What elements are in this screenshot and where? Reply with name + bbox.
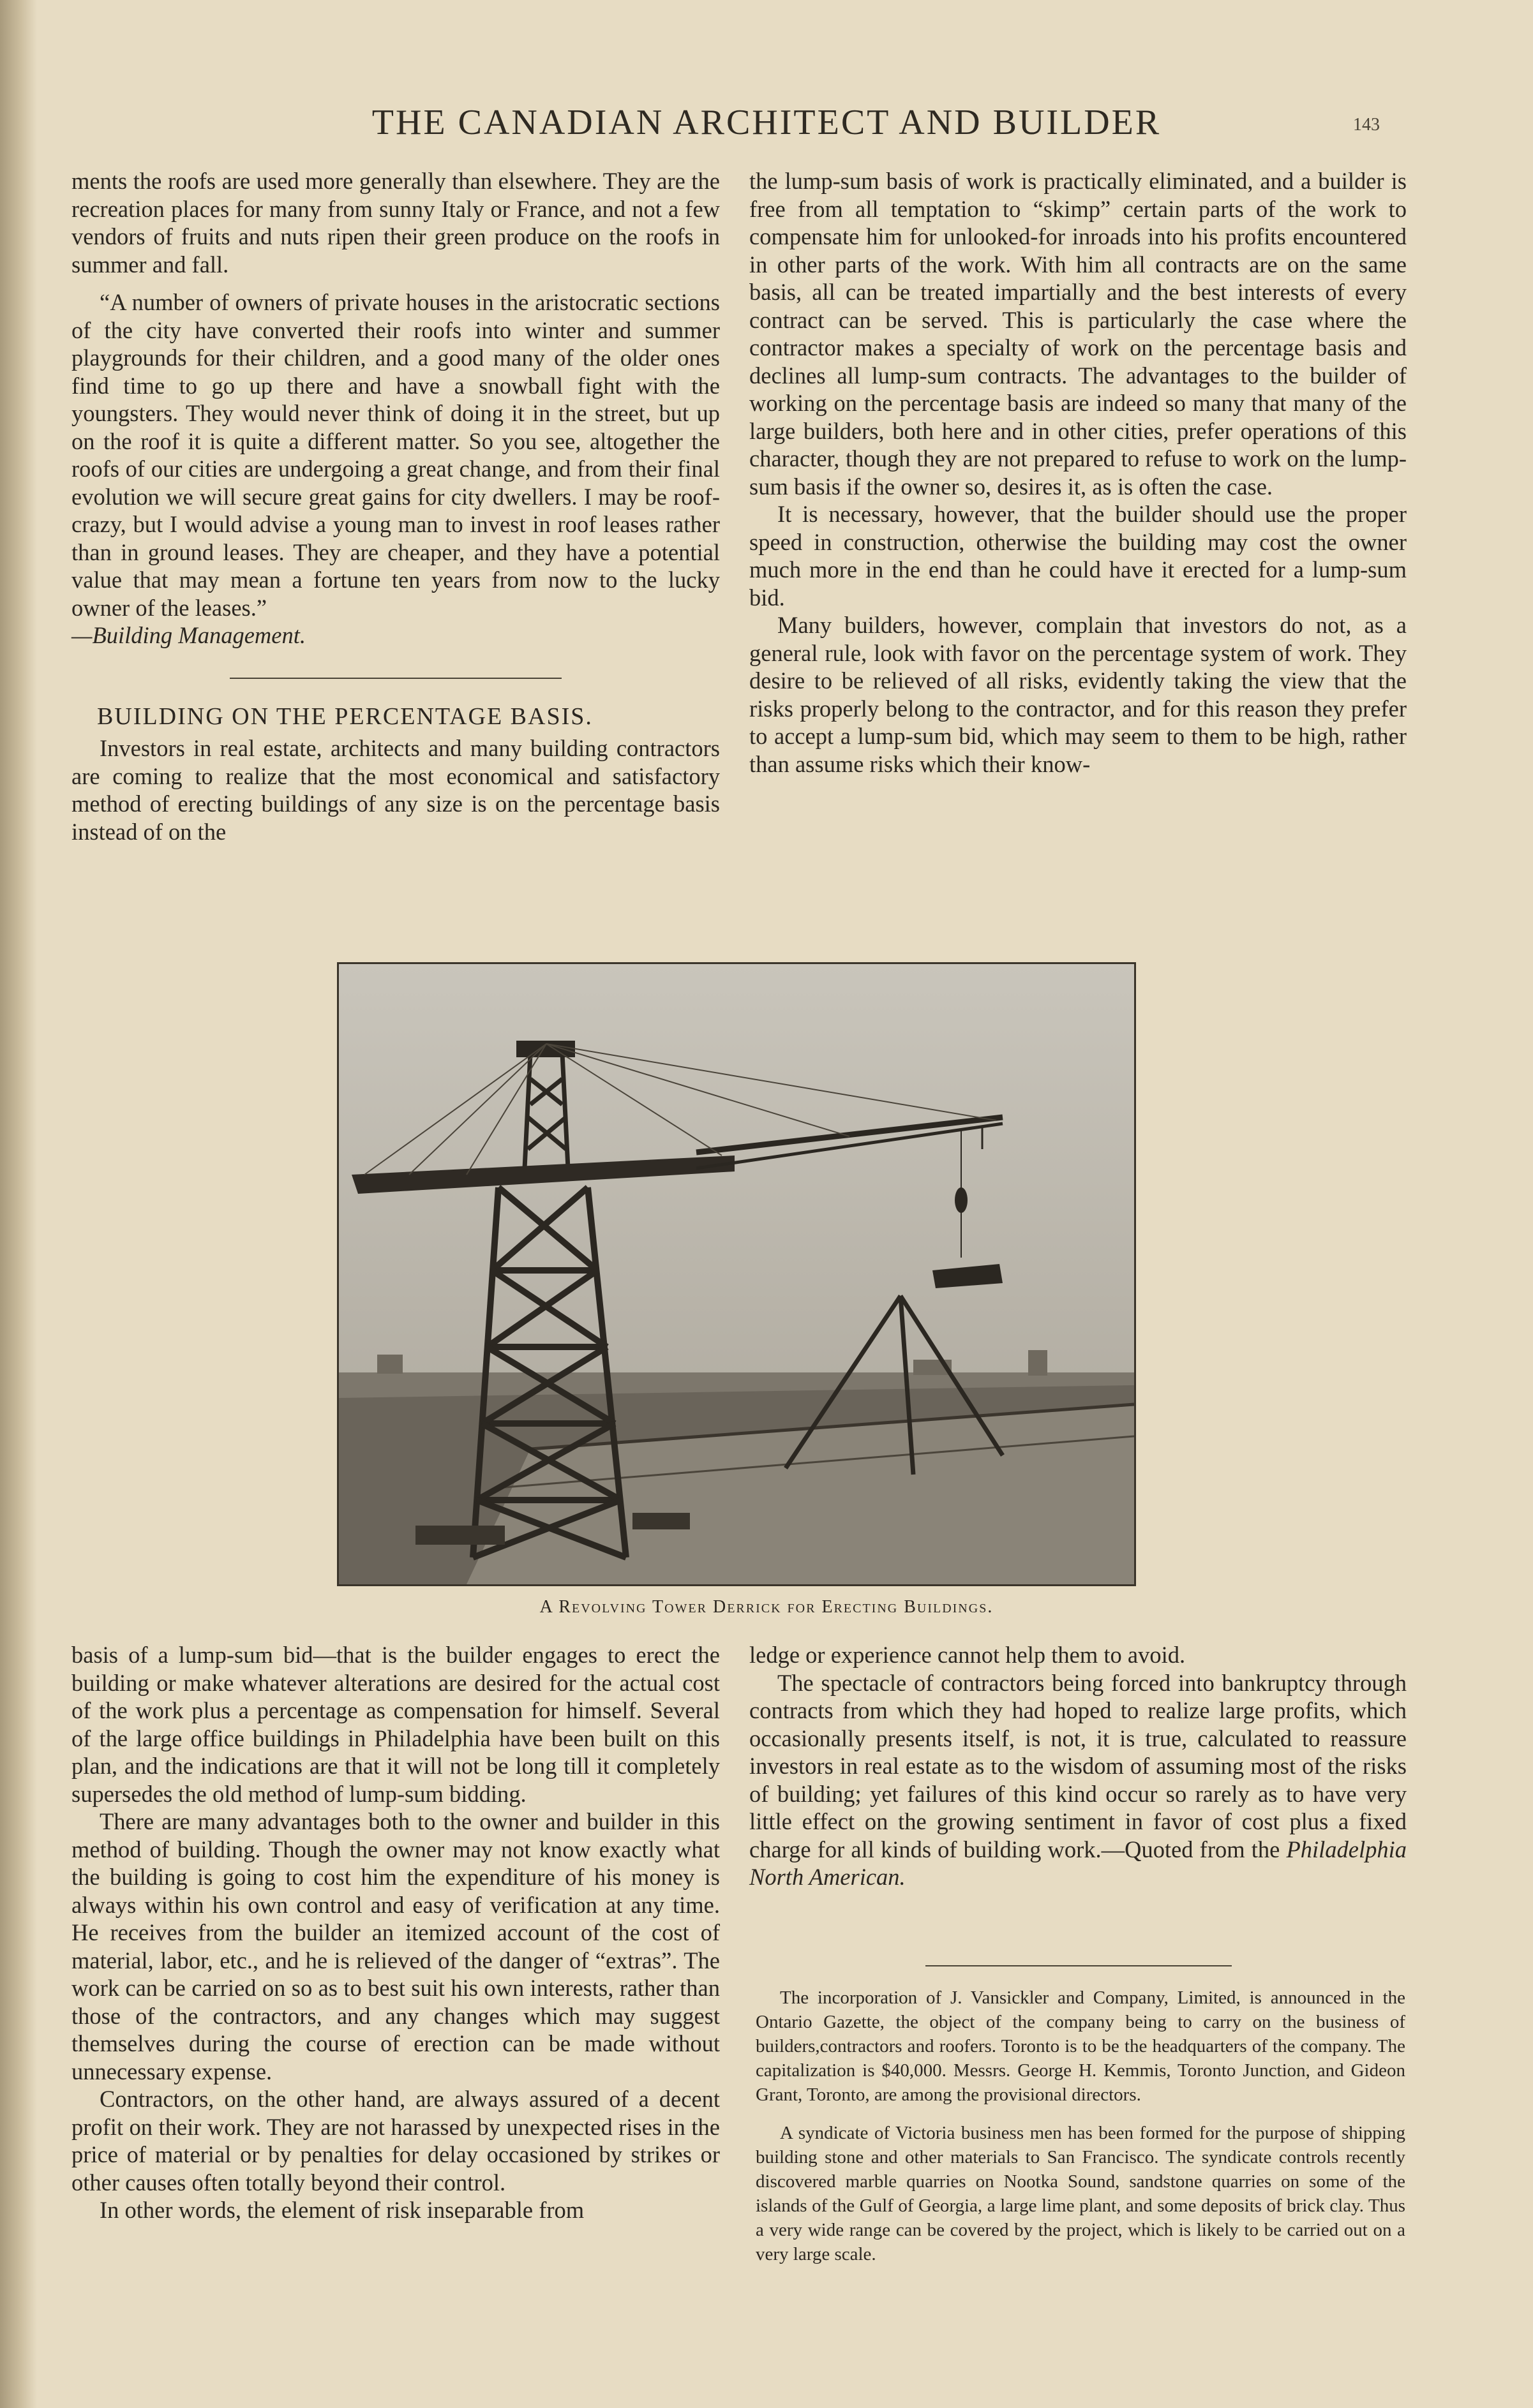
- paragraph: the lump-sum basis of work is practically eliminated, and a builder is free from all temptation to “skimp” certain parts of the work to compensate him for unlooked-for inroads into his profits encountered in other parts of the work. With him all contracts are on the same basis, all can be treated impartially and the best interests of every contract can be served. This is particularly the case where the contractor makes a specialty of work on the percentage basis and declines all lump-sum contracts. The advantages to the builder of working on the percentage basis are indeed so many that many of the large builders, both here and in other cities, prefer operations of this character, though they are not prepared to refuse to work on the lump-sum basis if the owner so, desires it, as is often the case.: [749, 168, 1407, 500]
- left-column-bottom: [71, 1641, 720, 2224]
- book-spine-shadow: [0, 0, 37, 2408]
- paragraph: ledge or experience cannot help them to avoid.: [749, 1642, 1186, 1668]
- right-column-bottom: [749, 1641, 1407, 1891]
- paragraph: Many builders, however, complain that investors do not, as a general rule, look with favor on the percentage system of work. They desire to be relieved of all risks, evidently taking the view that the risks properly belong to the contractor, and for this reason they prefer to accept a lump-sum bid, which may seem to them to be high, rather than assume risks which their know-: [749, 612, 1407, 777]
- paragraph: Contractors, on the other hand, are always assured of a decent profit on their work. They are not harassed by unexpected rises in the price of material or by penalties for delay occasioned by strikes or other causes often totally beyond their control.: [71, 2086, 720, 2196]
- paragraph: “A number of owners of private houses in the aristocratic sections of the city have converted their roofs into winter and summer playgrounds for their children, and a good many of the older ones find time to go up there and have a snowball fight with the youngsters. They would never think of doing it in the street, but up on the roof it is quite a different matter. So you see, altogether the roofs of our cities are undergoing a great change, and from their final evolution we will secure great gains for city dwellers. I may be roof-crazy, but I would advise a young man to invest in roof leases rather than in ground leases. They are cheaper, and they have a potential value that may mean a fortune ten years from now to the lucky owner of the leases.”: [71, 289, 720, 621]
- derrick-illustration: [339, 964, 1134, 1584]
- right-column-top: [749, 167, 1407, 778]
- paragraph: In other words, the element of risk inseparable from: [100, 2197, 585, 2223]
- left-column-top: [71, 167, 720, 845]
- notice-item: A syndicate of Victoria business men has been formed for the purpose of shipping building stone and other materials to San Francisco. The syndicate controls recently discovered marble quarries on Nootka Sound, sandstone quarries on some of the islands of the Gulf of Georgia, a large lime plant, and some deposits of brick clay. Thus a very wide range can be covered by the project, which is likely to be carried out on a very large scale.: [756, 2123, 1405, 2264]
- paragraph: There are many advantages both to the owner and builder in this method of building. Though the owner may not know exactly what the building is going to cost him the expenditure of his money is always within his own control and easy of verification at any time. He receives from the builder an itemized account of the cost of material, labor, etc., and he is relieved of the danger of “extras”. The work can be carried on so as to best suit his own interests, rather than those of the contractors, and any changes which may suggest themselves during the course of erection can be made without unnecessary expense.: [71, 1808, 720, 2085]
- paragraph: basis of a lump-sum bid—that is the builder engages to erect the building or make whatever alterations are desired for the actual cost of the work plus a percentage as compensation for himself. Several of the large office buildings in Philadelphia have been built on this plan, and the indications are that it will not be long till it completely supersedes the old method of lump-sum bidding.: [71, 1642, 720, 1807]
- section-heading: BUILDING ON THE PERCENTAGE BASIS.: [97, 702, 593, 730]
- paragraph: [749, 1669, 1407, 1891]
- figure-caption: A Revolving Tower Derrick for Erecting Buildings.: [539, 1597, 994, 1617]
- section-divider: [230, 678, 562, 679]
- notices-column: [756, 1986, 1405, 2280]
- quoted-text: The spectacle of contractors being forced into bankruptcy through contracts from which they had hoped to realize large profits, which occasionally presents itself, is not, it is true, calculated to reassure investors in real estate as to the wisdom of assuming most of the risks of building; yet failures of this kind occur so rarely as to have very little effect on the growing sentiment in favor of cost plus a fixed charge for all kinds of building work.—Quoted from the: [749, 1669, 1407, 1862]
- source-publication: Philadelphia North American.: [749, 1836, 1407, 1890]
- paragraph: It is necessary, however, that the builder should use the proper speed in construction, otherwise the building may cost the owner much more in the end than he could have it erected for a lump-sum bid.: [749, 501, 1407, 611]
- paragraph: ments the roofs are used more generally than elsewhere. They are the recreation places for many from sunny Italy or France, and not a few vendors of fruits and nuts ripen their green produce on the roofs in summer and fall.: [71, 168, 720, 278]
- running-header: THE CANADIAN ARCHITECT AND BUILDER: [371, 103, 1162, 142]
- page-number: 143: [1353, 115, 1380, 135]
- derrick-photograph: [337, 962, 1136, 1586]
- attribution: —Building Management.: [71, 622, 306, 648]
- paragraph: Investors in real estate, architects and many building contractors are coming to realize that the most economical and satisfactory method of erecting buildings of any size is on the percentage basis instead of on the: [71, 735, 720, 845]
- notice-divider: [925, 1965, 1232, 1966]
- notice-item: The incorporation of J. Vansickler and Company, Limited, is announced in the Ontario Gazette, the object of the company being to carry on the business of builders,contractors and roofers. Toronto is to be the headquarters of the company. The capitalization is $40,000. Messrs. George H. Kemmis, Toronto Junction, and Gideon Grant, Toronto, are among the provisional directors.: [756, 1988, 1405, 2105]
